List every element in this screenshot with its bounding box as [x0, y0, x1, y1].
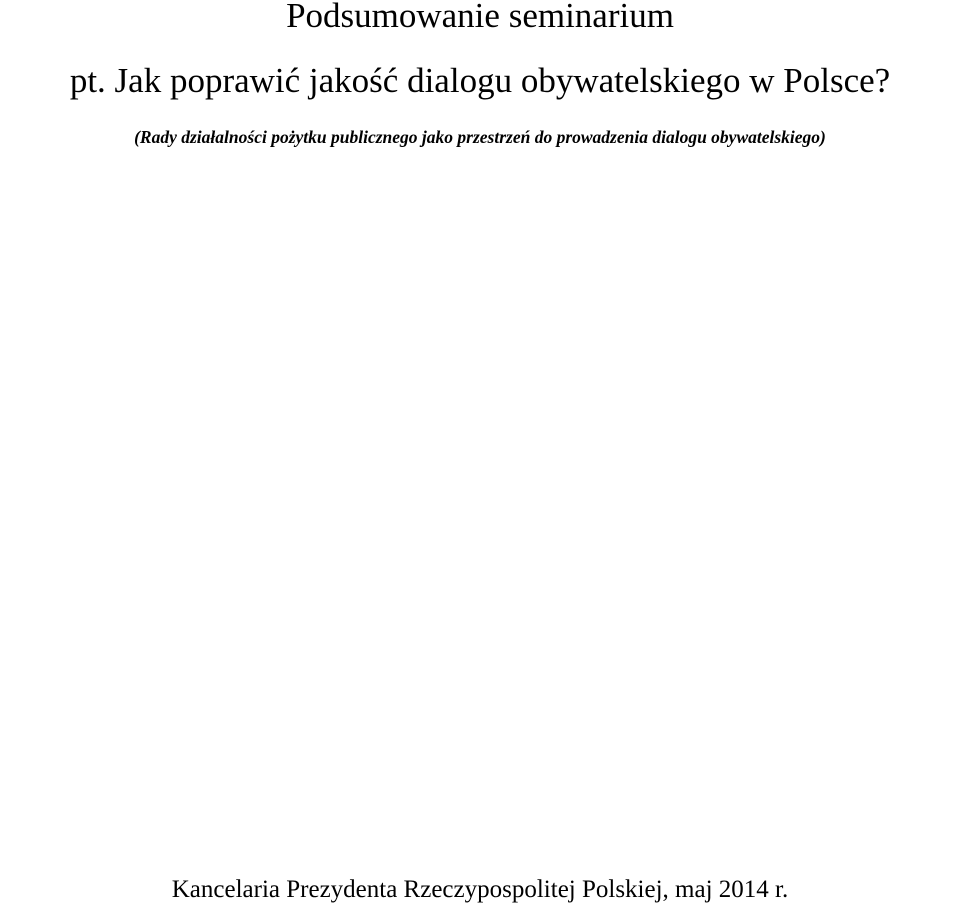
document-footer: Kancelaria Prezydenta Rzeczypospolitej Polskiej, maj 2014 r.: [171, 876, 789, 903]
document-title: Podsumowanie seminarium: [286, 0, 674, 35]
document-subtitle: pt. Jak poprawić jakość dialogu obywatelskiego w Polsce?: [69, 61, 891, 100]
document-note: (Rady działalności pożytku publicznego jako przestrzeń do prowadzenia dialogu obywatelskiego): [134, 127, 826, 147]
